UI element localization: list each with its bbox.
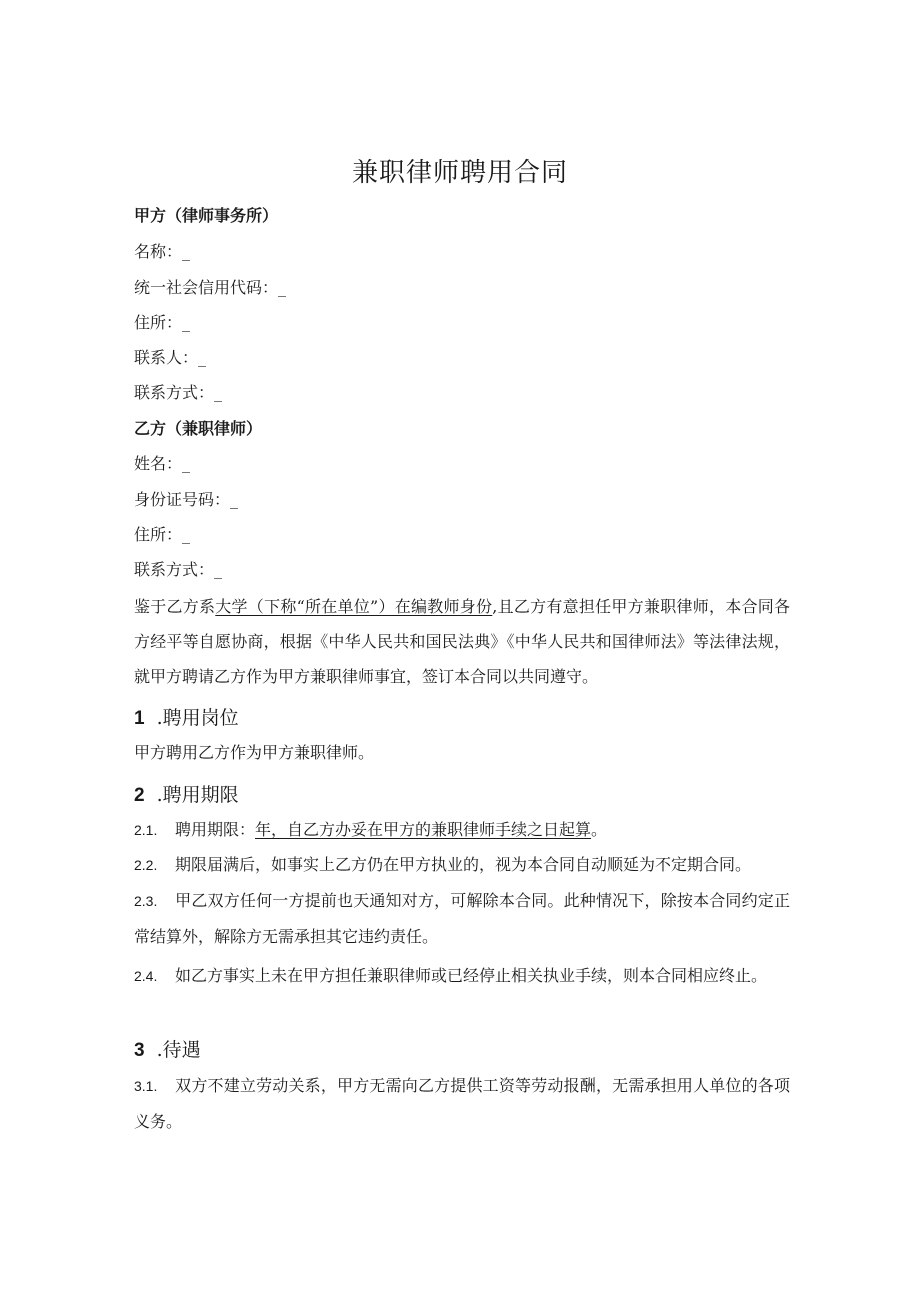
- clause-number: 2.4.: [134, 968, 158, 984]
- clause-2-3: [134, 883, 790, 954]
- clause-2-1: [134, 819, 607, 841]
- party-b-name: 姓名：_: [134, 454, 191, 473]
- clause-text: 如乙方事实上未在甲方担任兼职律师或已经停止相关执业手续，则本合同相应终止。: [175, 966, 768, 985]
- clause-number: 2.2.: [134, 857, 158, 873]
- section-1-text: 甲方聘用乙方作为甲方兼职律师。: [134, 743, 375, 762]
- section-number: 1: [134, 708, 145, 729]
- clause-text: 期限届满后，如事实上乙方仍在甲方执业的，视为本合同自动顺延为不定期合同。: [175, 855, 752, 874]
- section-2-heading: [134, 782, 239, 809]
- clause-2-4: [134, 958, 790, 994]
- preamble-text-2: ,且乙方有意担任甲方兼职律师，本合同各方经平等自愿协商，根据《中华人民共和国民法典》《中华人民共和国律师法》等法律法规，就甲方聘请乙方作为甲方兼职律师事宜，签订本合同以共同遵守。: [134, 597, 790, 686]
- clause-3-1: [134, 1068, 790, 1139]
- party-b-address: 住所：_: [134, 525, 191, 544]
- clause-text: 聘用期限：: [175, 820, 256, 839]
- party-a-credit-code: 统一社会信用代码：_: [134, 278, 287, 297]
- section-number: 2: [134, 785, 145, 806]
- preamble-paragraph: [134, 589, 790, 694]
- section-title: .待遇: [156, 1039, 201, 1061]
- clause-2-2: [134, 854, 751, 876]
- section-title: .聘用期限: [156, 784, 239, 806]
- party-a-address: 住所：_: [134, 313, 191, 332]
- party-a-heading: 甲方（律师事务所）: [134, 206, 279, 225]
- party-a-contact-person: 联系人：_: [134, 348, 207, 367]
- clause-number: 2.1.: [134, 822, 158, 838]
- section-1-heading: [134, 705, 239, 732]
- clause-text: 甲乙双方任何一方提前也天通知对方，可解除本合同。此种情况下，除按本合同约定正常结算外，解除方无需承担其它违约责任。: [134, 891, 790, 946]
- party-b-id-number: 身份证号码：_: [134, 490, 239, 509]
- clause-text-end: 。: [591, 820, 608, 839]
- preamble-text-1: 鉴于乙方系: [134, 597, 216, 616]
- contract-title: 兼职律师聘用合同: [351, 158, 568, 188]
- clause-underlined: 年，自乙方办妥在甲方的兼职律师手续之日起算: [255, 820, 592, 839]
- party-b-heading: 乙方（兼职律师）: [134, 419, 263, 438]
- section-title: .聘用岗位: [156, 707, 239, 729]
- party-a-name: 名称：_: [134, 242, 191, 261]
- preamble-underlined: 大学（下称“所在单位”）在编教师身份: [215, 597, 493, 616]
- clause-number: 3.1.: [134, 1078, 158, 1094]
- party-b-contact: 联系方式：_: [134, 560, 223, 579]
- party-a-contact: 联系方式：_: [134, 383, 223, 402]
- clause-text: 双方不建立劳动关系，甲方无需向乙方提供工资等劳动报酬，无需承担用人单位的各项义务。: [134, 1076, 790, 1131]
- section-number: 3: [134, 1040, 145, 1061]
- clause-number: 2.3.: [134, 893, 158, 909]
- section-3-heading: [134, 1037, 201, 1064]
